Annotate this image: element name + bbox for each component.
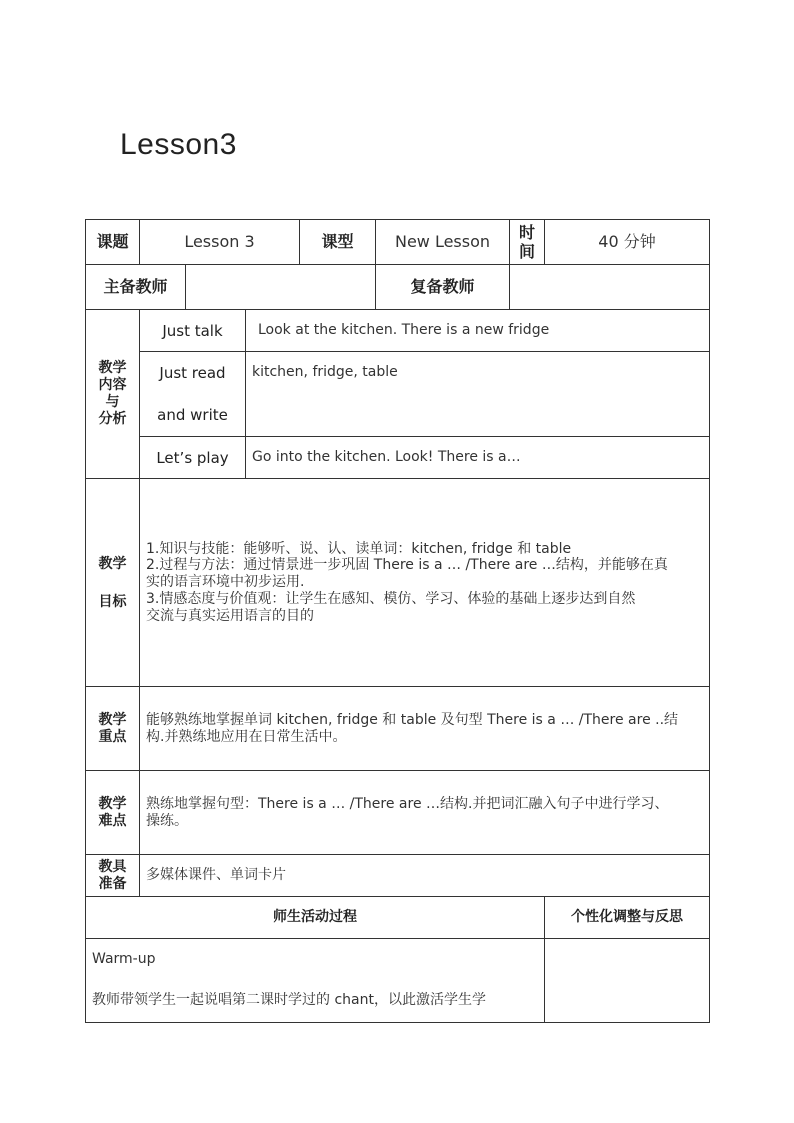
just-read-text: kitchen, fridge, table xyxy=(246,352,710,437)
objectives-row xyxy=(86,479,710,687)
key-point-line: 能够熟练地掌握单词 kitchen, fridge 和 table 及句型 There is a … /There are ..结 xyxy=(146,711,679,728)
lead-teacher-value xyxy=(186,265,376,310)
key-points-row xyxy=(86,687,710,771)
aids-label-line: 教具 xyxy=(98,858,127,875)
key-points-label-line: 重点 xyxy=(98,728,127,745)
content-label-line: 分析 xyxy=(98,410,127,427)
activity-header: 师生活动过程 xyxy=(86,897,545,939)
section-and-write: and write xyxy=(157,406,228,424)
type-value: New Lesson xyxy=(376,220,510,265)
time-label xyxy=(510,220,545,265)
difficulty-line: 操练。 xyxy=(146,812,188,829)
difficulties-label-line: 教学 xyxy=(98,795,127,812)
content-label-line: 教学 xyxy=(98,360,127,377)
objective-line: 3.情感态度与价值观：让学生在感知、模仿、学习、体验的基础上逐步达到自然 xyxy=(146,590,636,607)
topic-label: 课题 xyxy=(86,220,140,265)
aids-label-line: 准备 xyxy=(98,875,127,892)
difficulties-text xyxy=(140,771,710,855)
difficulties-label-line: 难点 xyxy=(98,812,127,829)
difficulty-line: 熟练地掌握句型：There is a … /There are …结构.并把词汇融入句子中进行学习、 xyxy=(146,795,669,812)
key-points-label-line: 教学 xyxy=(98,711,127,728)
process-header-row xyxy=(86,897,710,939)
aids-text: 多媒体课件、单词卡片 xyxy=(140,855,710,897)
section-lets-play: Let’s play xyxy=(140,437,246,479)
content-label-line: 内容 xyxy=(98,377,127,394)
objective-line: 1.知识与技能：能够听、说、认、读单词：kitchen, fridge 和 table xyxy=(146,540,572,557)
process-row xyxy=(86,939,710,1023)
content-row-just-talk xyxy=(86,310,710,352)
content-label xyxy=(86,310,140,479)
just-talk-text: Look at the kitchen. There is a new fridge xyxy=(246,310,710,352)
co-teacher-value xyxy=(510,265,710,310)
time-value: 40 分钟 xyxy=(545,220,710,265)
key-points-label xyxy=(86,687,140,771)
objectives-label-line: 教学 xyxy=(98,555,127,572)
content-row-just-read xyxy=(86,352,710,437)
objectives-text xyxy=(140,479,710,687)
section-just-read-write xyxy=(140,352,246,437)
header-row xyxy=(86,220,710,265)
document-title: Lesson3 xyxy=(120,128,237,161)
lead-teacher-label: 主备教师 xyxy=(86,265,186,310)
teachers-row xyxy=(86,265,710,310)
co-teacher-label: 复备教师 xyxy=(376,265,510,310)
lesson-plan-table xyxy=(85,219,710,1023)
reflection-header: 个性化调整与反思 xyxy=(545,897,710,939)
lets-play-text: Go into the kitchen. Look! There is a… xyxy=(246,437,710,479)
difficulties-label xyxy=(86,771,140,855)
process-text xyxy=(86,939,545,1023)
objectives-label-line: 目标 xyxy=(98,593,127,610)
objective-line: 实的语言环境中初步运用. xyxy=(146,574,305,591)
key-point-line: 构.并熟练地应用在日常生活中。 xyxy=(146,728,347,745)
reflection-cell xyxy=(545,939,710,1023)
difficulties-row xyxy=(86,771,710,855)
content-row-lets-play xyxy=(86,437,710,479)
process-line: Warm-up xyxy=(92,951,156,967)
section-just-read: Just read xyxy=(159,364,226,382)
objective-line: 2.过程与方法：通过情景进一步巩固 There is a … /There are …结构，并能够在真 xyxy=(146,557,668,574)
process-line: 教师带领学生一起说唱第二课时学过的 chant，以此激活学生学 xyxy=(92,992,486,1008)
aids-row xyxy=(86,855,710,897)
time-label-text: 时间 xyxy=(518,222,535,261)
objective-line: 交流与真实运用语言的目的 xyxy=(146,607,314,624)
type-label: 课型 xyxy=(300,220,376,265)
objectives-label xyxy=(86,479,140,687)
section-just-talk: Just talk xyxy=(140,310,246,352)
aids-label xyxy=(86,855,140,897)
topic-value: Lesson 3 xyxy=(140,220,300,265)
content-label-line: 与 xyxy=(105,394,120,410)
key-points-text xyxy=(140,687,710,771)
